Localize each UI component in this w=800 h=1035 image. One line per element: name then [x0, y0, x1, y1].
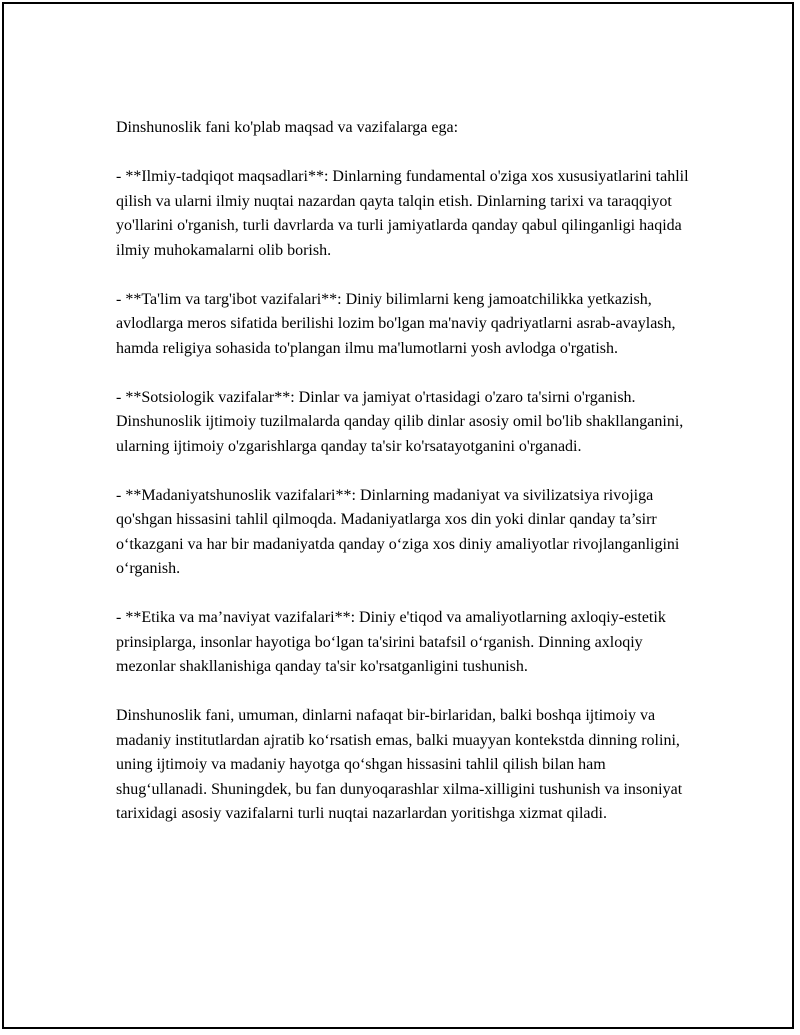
list-item-cultural-studies-tasks: - **Madaniyatshunoslik vazifalari**: Dinlarning madaniyat va sivilizatsiya rivojiga qo'shgan hissasini tahlil qilmoqda. Madaniyatlarga xos din yoki dinlar qanday ta’sirr o‘tkazgani va har bir madaniyatda qanday o‘ziga xos diniy amaliyotlar rivojlanganligini o‘rganish. [116, 486, 680, 577]
list-item-sociological-tasks: - **Sotsiologik vazifalar**: Dinlar va jamiyat o'rtasidagi o'zaro ta'sirni o'rganish. Dinshunoslik ijtimoiy tuzilmalarda qanday qilib dinlar asosiy omil bo'lib shakllanganini, ularning ijtimoiy o'zgarishlarga qanday ta'sir ko'rsatayotganini o'rganadi. [116, 388, 684, 455]
list-item-ethics-tasks: - **Etika va ma’naviyat vazifalari**: Diniy e'tiqod va amaliyotlarning axloqiy-estetik prinsiplarga, insonlar hayotiga bo‘lgan ta'sirini batafsil o‘rganish. Dinning axloqiy mezonlar shakllanishiga qanday ta'sir ko'rsatganligini tushunish. [116, 609, 666, 675]
intro-paragraph: Dinshunoslik fani ko'plab maqsad va vazifalarga ega: [116, 119, 459, 136]
conclusion-paragraph: Dinshunoslik fani, umuman, dinlarni nafaqat bir-birlaridan, balki boshqa ijtimoiy va madaniy institutlardan ajratib ko‘rsatish emas, balki muayyan kontekstda dinning rolini, uning ijtimoiy va madaniy hayotga qo‘shgan hissasini tahlil qilish bilan ham shug‘ullanadi. Shuningdek, bu fan dunyoqarashlar xilma-xilligini tushunish va insoniyat tarixidagi asosiy vazifalarni turli nuqtai nazarlardan yoritishga xizmat qiladi. [116, 707, 683, 822]
list-item-education-tasks: - **Ta'lim va targ'ibot vazifalari**: Diniy bilimlarni keng jamoatchilikka yetkazish, avlodlarga meros sifatida berilishi lozim bo'lgan ma'naviy qadriyatlarni asrab-avaylash, hamda religiya sohasida to'plangan ilmu ma'lumotlarni yosh avlodga o'rgatish. [116, 290, 676, 357]
document-body [116, 116, 696, 851]
list-item-research-goals: - **Ilmiy-tadqiqot maqsadlari**: Dinlarning fundamental o'ziga xos xususiyatlarini tahlil qilish va ularni ilmiy nuqtai nazardan qayta talqin etish. Dinlarning tarixi va taraqqiyot yo'llarini o'rganish, turli davrlarda va turli jamiyatlarda qanday qabul qilinganligi haqida ilmiy muhokamalarni olib borish. [116, 168, 689, 259]
